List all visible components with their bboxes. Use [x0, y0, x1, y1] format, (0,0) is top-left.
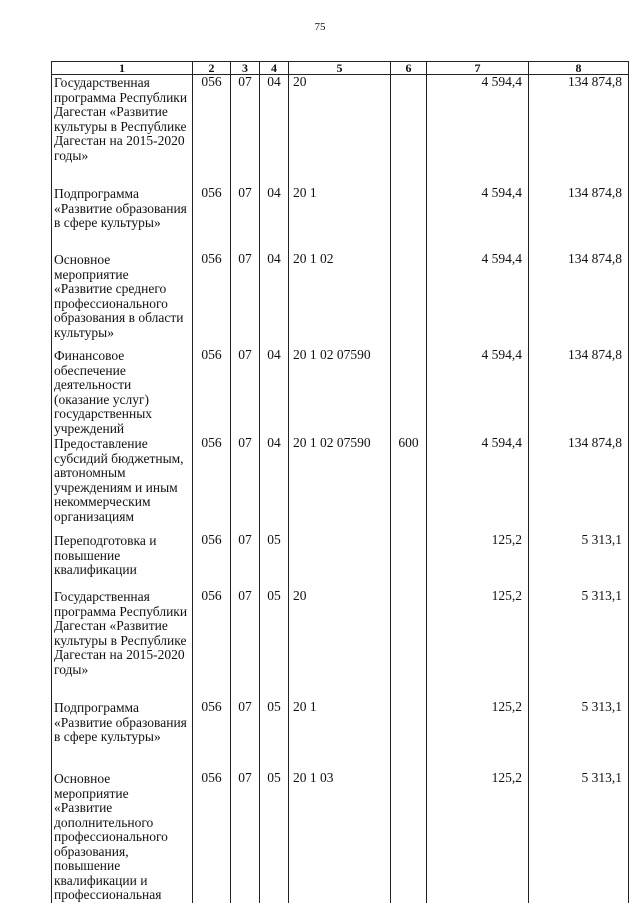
code-cell: 04 — [260, 186, 289, 252]
table-row — [52, 700, 629, 771]
table-row — [52, 533, 629, 589]
amount-cell: 134 874,8 — [529, 186, 629, 252]
item-name-cell: Государственная программа Республики Дагестан «Развитие культуры в Республике Дагестан на 2015-2020 годы» — [52, 75, 193, 187]
table-row — [52, 252, 629, 348]
code-cell: 600 — [391, 436, 427, 533]
code-cell: 20 1 02 07590 — [289, 436, 391, 533]
item-name-cell: Подпрограмма «Развитие образования в сфере культуры» — [52, 700, 193, 771]
code-cell: 20 1 — [289, 700, 391, 771]
amount-cell: 125,2 — [427, 533, 529, 589]
table-row — [52, 186, 629, 252]
code-cell: 05 — [260, 589, 289, 700]
code-cell: 05 — [260, 700, 289, 771]
code-cell — [391, 533, 427, 589]
code-cell: 07 — [231, 348, 260, 436]
budget-table — [51, 61, 629, 903]
table-header — [52, 62, 629, 75]
amount-cell: 125,2 — [427, 589, 529, 700]
table-row — [52, 348, 629, 436]
code-cell: 07 — [231, 75, 260, 187]
page-number: 75 — [314, 21, 326, 33]
code-cell: 056 — [193, 75, 231, 187]
item-name-cell: Переподготовка и повышение квалификации — [52, 533, 193, 589]
code-cell: 20 1 — [289, 186, 391, 252]
amount-cell: 5 313,1 — [529, 771, 629, 903]
amount-cell: 4 594,4 — [427, 436, 529, 533]
amount-cell: 134 874,8 — [529, 75, 629, 187]
amount-cell: 5 313,1 — [529, 533, 629, 589]
code-cell: 04 — [260, 252, 289, 348]
amount-cell: 5 313,1 — [529, 589, 629, 700]
item-name-cell: Основное мероприятие «Развитие среднего профессионального образования в области культуры» — [52, 252, 193, 348]
header-row — [52, 62, 629, 75]
code-cell: 20 1 02 07590 — [289, 348, 391, 436]
code-cell: 05 — [260, 771, 289, 903]
code-cell: 04 — [260, 436, 289, 533]
header-cell: 4 — [260, 62, 289, 75]
code-cell — [391, 771, 427, 903]
code-cell: 20 1 03 — [289, 771, 391, 903]
amount-cell: 125,2 — [427, 771, 529, 903]
code-cell — [391, 589, 427, 700]
table-row — [52, 436, 629, 533]
table-row — [52, 75, 629, 187]
item-name-cell: Предоставление субсидий бюджетным, автономным учреждениям и иным некоммерческим организациям — [52, 436, 193, 533]
header-cell: 8 — [529, 62, 629, 75]
amount-cell: 4 594,4 — [427, 186, 529, 252]
code-cell: 056 — [193, 771, 231, 903]
code-cell: 056 — [193, 186, 231, 252]
code-cell: 056 — [193, 436, 231, 533]
code-cell — [391, 186, 427, 252]
code-cell: 07 — [231, 589, 260, 700]
amount-cell: 134 874,8 — [529, 436, 629, 533]
amount-cell: 4 594,4 — [427, 252, 529, 348]
code-cell: 056 — [193, 252, 231, 348]
code-cell: 07 — [231, 186, 260, 252]
code-cell: 20 1 02 — [289, 252, 391, 348]
code-cell: 05 — [260, 533, 289, 589]
amount-cell: 4 594,4 — [427, 75, 529, 187]
item-name-cell: Финансовое обеспечение деятельности (оказание услуг) государственных учреждений — [52, 348, 193, 436]
code-cell: 04 — [260, 75, 289, 187]
amount-cell: 134 874,8 — [529, 252, 629, 348]
code-cell: 20 — [289, 75, 391, 187]
item-name-cell: Подпрограмма «Развитие образования в сфере культуры» — [52, 186, 193, 252]
code-cell: 20 — [289, 589, 391, 700]
code-cell: 07 — [231, 700, 260, 771]
code-cell: 07 — [231, 771, 260, 903]
amount-cell: 5 313,1 — [529, 700, 629, 771]
amount-cell: 134 874,8 — [529, 348, 629, 436]
header-cell: 7 — [427, 62, 529, 75]
code-cell: 04 — [260, 348, 289, 436]
code-cell — [391, 700, 427, 771]
code-cell: 056 — [193, 533, 231, 589]
table-row — [52, 589, 629, 700]
code-cell: 056 — [193, 589, 231, 700]
code-cell: 07 — [231, 533, 260, 589]
code-cell — [391, 75, 427, 187]
header-cell: 3 — [231, 62, 260, 75]
code-cell: 07 — [231, 436, 260, 533]
code-cell: 056 — [193, 348, 231, 436]
code-cell: 07 — [231, 252, 260, 348]
amount-cell: 4 594,4 — [427, 348, 529, 436]
header-cell: 5 — [289, 62, 391, 75]
code-cell: 056 — [193, 700, 231, 771]
code-cell — [289, 533, 391, 589]
header-cell: 2 — [193, 62, 231, 75]
item-name-cell: Государственная программа Республики Дагестан «Развитие культуры в Республике Дагестан на 2015-2020 годы» — [52, 589, 193, 700]
header-cell: 6 — [391, 62, 427, 75]
code-cell — [391, 348, 427, 436]
amount-cell: 125,2 — [427, 700, 529, 771]
table-row — [52, 771, 629, 903]
item-name-cell: Основное мероприятие «Развитие дополнительного профессионального образования, повышение квалификации и профессиональная — [52, 771, 193, 903]
header-cell: 1 — [52, 62, 193, 75]
code-cell — [391, 252, 427, 348]
